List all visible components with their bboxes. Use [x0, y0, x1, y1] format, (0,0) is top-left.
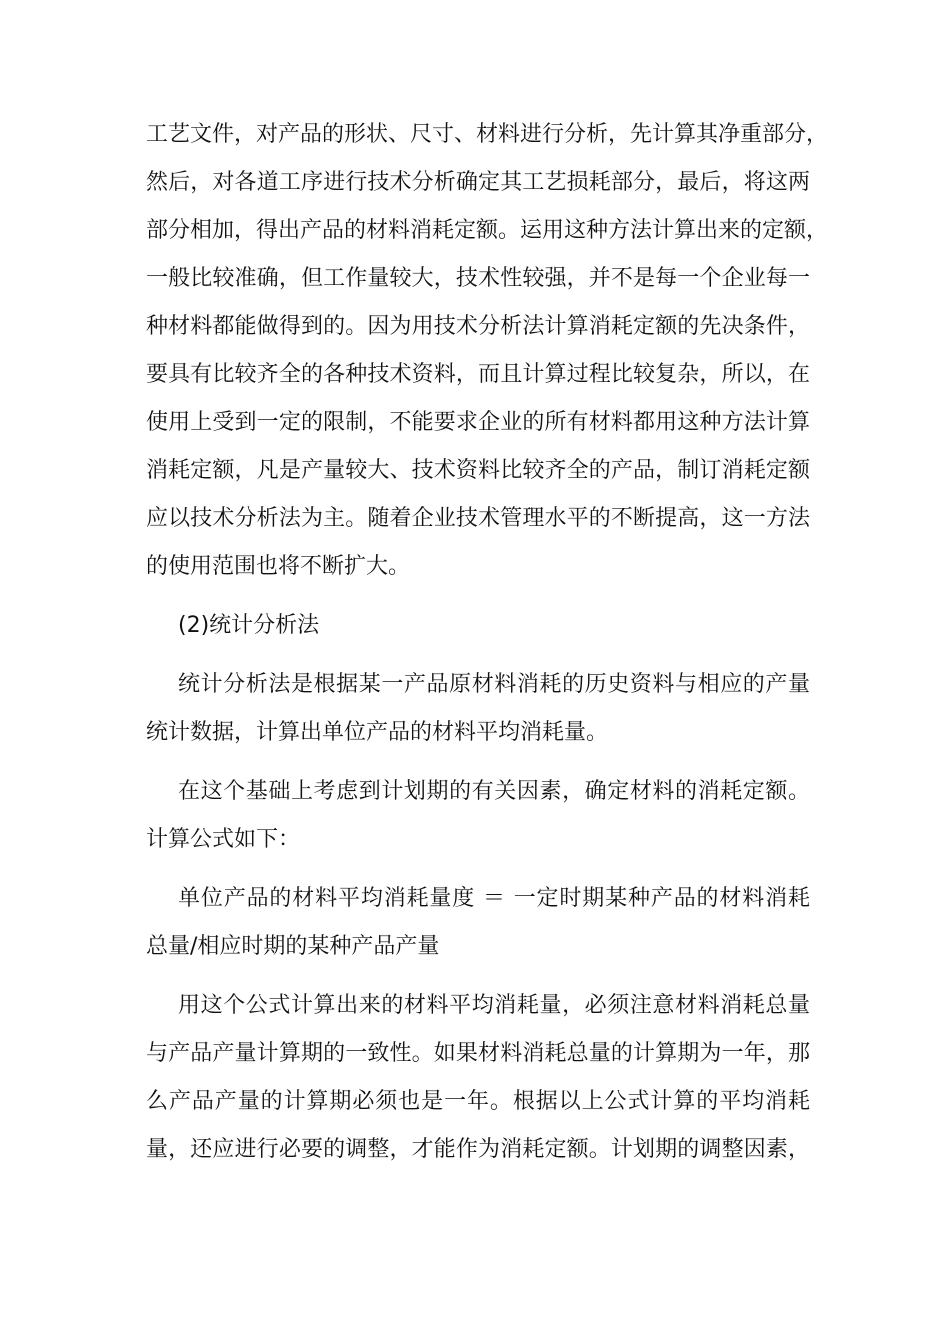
section-heading-statistical-analysis [146, 602, 810, 650]
text-line: 统计数据，计算出单位产品的材料平均消耗量。 [146, 720, 609, 745]
text-line: 在这个基础上考虑到计划期的有关因素，确定材料的消耗定额。 [178, 779, 810, 804]
text-line: 要具有比较齐全的各种技术资料，而且计算过程比较复杂，所以，在 [146, 362, 810, 387]
paragraph-formula-notes [146, 982, 810, 1174]
text-line: 种材料都能做得到的。因为用技术分析法计算消耗定额的先决条件， [146, 314, 810, 339]
text-line: 然后，对各道工序进行技术分析确定其工艺损耗部分，最后，将这两 [146, 170, 810, 195]
text-line: 工艺文件，对产品的形状、尺寸、材料进行分析，先计算其净重部分， [146, 122, 829, 147]
text-line: 用这个公式计算出来的材料平均消耗量，必须注意材料消耗总量 [178, 993, 810, 1018]
formula-line: 单位产品的材料平均消耗量度 ＝ 一定时期某种产品的材料消耗 [178, 886, 810, 911]
text-line: 么产品产量的计算期必须也是一年。根据以上公式计算的平均消耗 [146, 1089, 810, 1114]
text-line: 统计分析法是根据某一产品原材料消耗的历史资料与相应的产量 [178, 672, 810, 697]
text-line: 使用上受到一定的限制，不能要求企业的所有材料都用这种方法计算 [146, 410, 810, 435]
formula-line: 总量/相应时期的某种产品产量 [146, 934, 440, 959]
document-body [146, 111, 829, 1174]
text-line: 一般比较准确，但工作量较大，技术性较强，并不是每一个企业每一 [146, 266, 810, 291]
paragraph-statistical-definition [146, 661, 810, 757]
paragraph-formula-intro [146, 768, 810, 864]
paragraph-technical-analysis-continued [146, 111, 829, 591]
text-line: 计算公式如下： [146, 827, 301, 852]
text-line: 部分相加，得出产品的材料消耗定额。运用这种方法计算出来的定额， [146, 218, 829, 243]
text-line: 应以技术分析法为主。随着企业技术管理水平的不断提高，这一方法 [146, 506, 810, 531]
text-line: 的使用范围也将不断扩大。 [146, 554, 411, 579]
text-line: 消耗定额，凡是产量较大、技术资料比较齐全的产品，制订消耗定额 [146, 458, 810, 483]
text-line: 量，还应进行必要的调整，才能作为消耗定额。计划期的调整因素， [146, 1137, 810, 1162]
text-line: 与产品产量计算期的一致性。如果材料消耗总量的计算期为一年，那 [146, 1041, 810, 1066]
paragraph-formula [146, 875, 810, 971]
heading-text: (2)统计分析法 [178, 613, 320, 638]
